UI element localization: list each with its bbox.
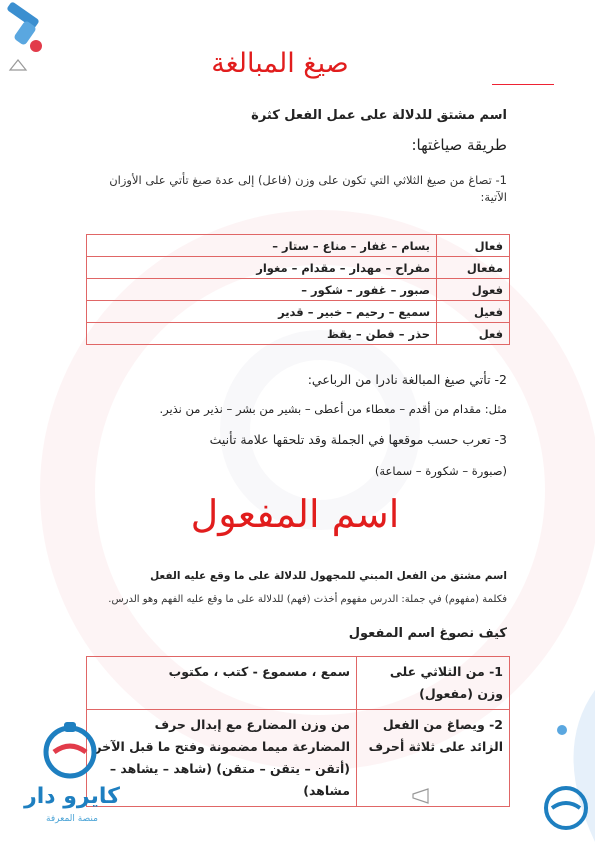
passive-participle-example: فكلمة (مفهوم) في جملة: الدرس مفهوم أخذت (فهم) للدلالة على ما وقع عليه الفهم وهو الدرس. [108,594,507,605]
table-row [87,301,510,323]
examples-cell: حذر – فطن – يقظ [87,323,437,345]
pattern-cell: فعال [437,235,510,257]
page-title: صيغ المبالغة [211,48,349,79]
table-row [87,710,510,807]
rule-3-text: 3- تعرب حسب موقعها في الجملة وقد تلحقها علامة تأنيث [209,432,507,447]
section-title: اسم المفعول [190,492,400,536]
passive-participle-definition: اسم مشتق من الفعل المبني للمجهول للدلالة على ما وقع عليه الفعل [150,570,507,582]
megaphone-icon [410,786,440,806]
method-heading: طريقة صياغتها: [411,136,507,154]
table-row [87,235,510,257]
table-row [87,323,510,345]
table-row [87,257,510,279]
lab-flask-icon [0,0,60,60]
examples-cell: بسام – غفار – مناع – ستار – [87,235,437,257]
pattern-cell: فعول [437,279,510,301]
rule-2-example: مثل: مقدام من أقدم – معطاء من أعطى – بشير من بشر – نذير من نذير. [159,402,507,416]
examples-cell: سميع – رحيم – خبير – قدير [87,301,437,323]
table-row [87,657,510,710]
pattern-cell: فعيل [437,301,510,323]
how-to-form-heading: كيف نصوغ اسم المفعول [348,626,507,641]
pattern-cell: مفعال [437,257,510,279]
rule-cell: 1- من الثلاثي على وزن (مفعول) [357,657,510,710]
corner-decoration-icon [522,690,595,842]
examples-cell: سمع ، مسموع - كتب ، مكتوب [87,657,357,710]
rule-2-text: 2- تأتي صيغ المبالغة نادرا من الرباعي: [307,372,507,387]
brand-logo-icon [40,718,100,780]
examples-cell: مفراح – مهدار – مقدام – مغوار [87,257,437,279]
rule-cell: 2- ويصاغ من الفعل الزائد على ثلاثة أحرف [357,710,510,807]
rule-1-text: 1- تصاغ من صيغ الثلاثي التي تكون على وزن (فاعل) إلى عدة صيغ تأتي على الأوزان الآتية: [109,173,507,204]
examples-cell: صبور – غفور – شكور – [87,279,437,301]
patterns-table [86,234,510,345]
examples-cell: من وزن المضارع مع إبدال حرف المضارعة ميما مضمونة وفتح ما قبل الآخر (أتقن – يتقن – متقن) (شاهد – يشاهد – مشاهد) [87,710,357,807]
rule-3-examples: (صبورة – شكورة – سماعة) [374,464,507,478]
definition-heading: اسم مشتق للدلالة على عمل الفعل كثرة [251,108,507,123]
formation-table [86,656,510,807]
pattern-cell: فعل [437,323,510,345]
brand-tagline: منصة المعرفة [46,814,98,824]
hand-pointer-icon [6,56,46,76]
table-row [87,279,510,301]
title-underline [492,84,554,85]
brand-name: كايرو دار [24,784,120,809]
